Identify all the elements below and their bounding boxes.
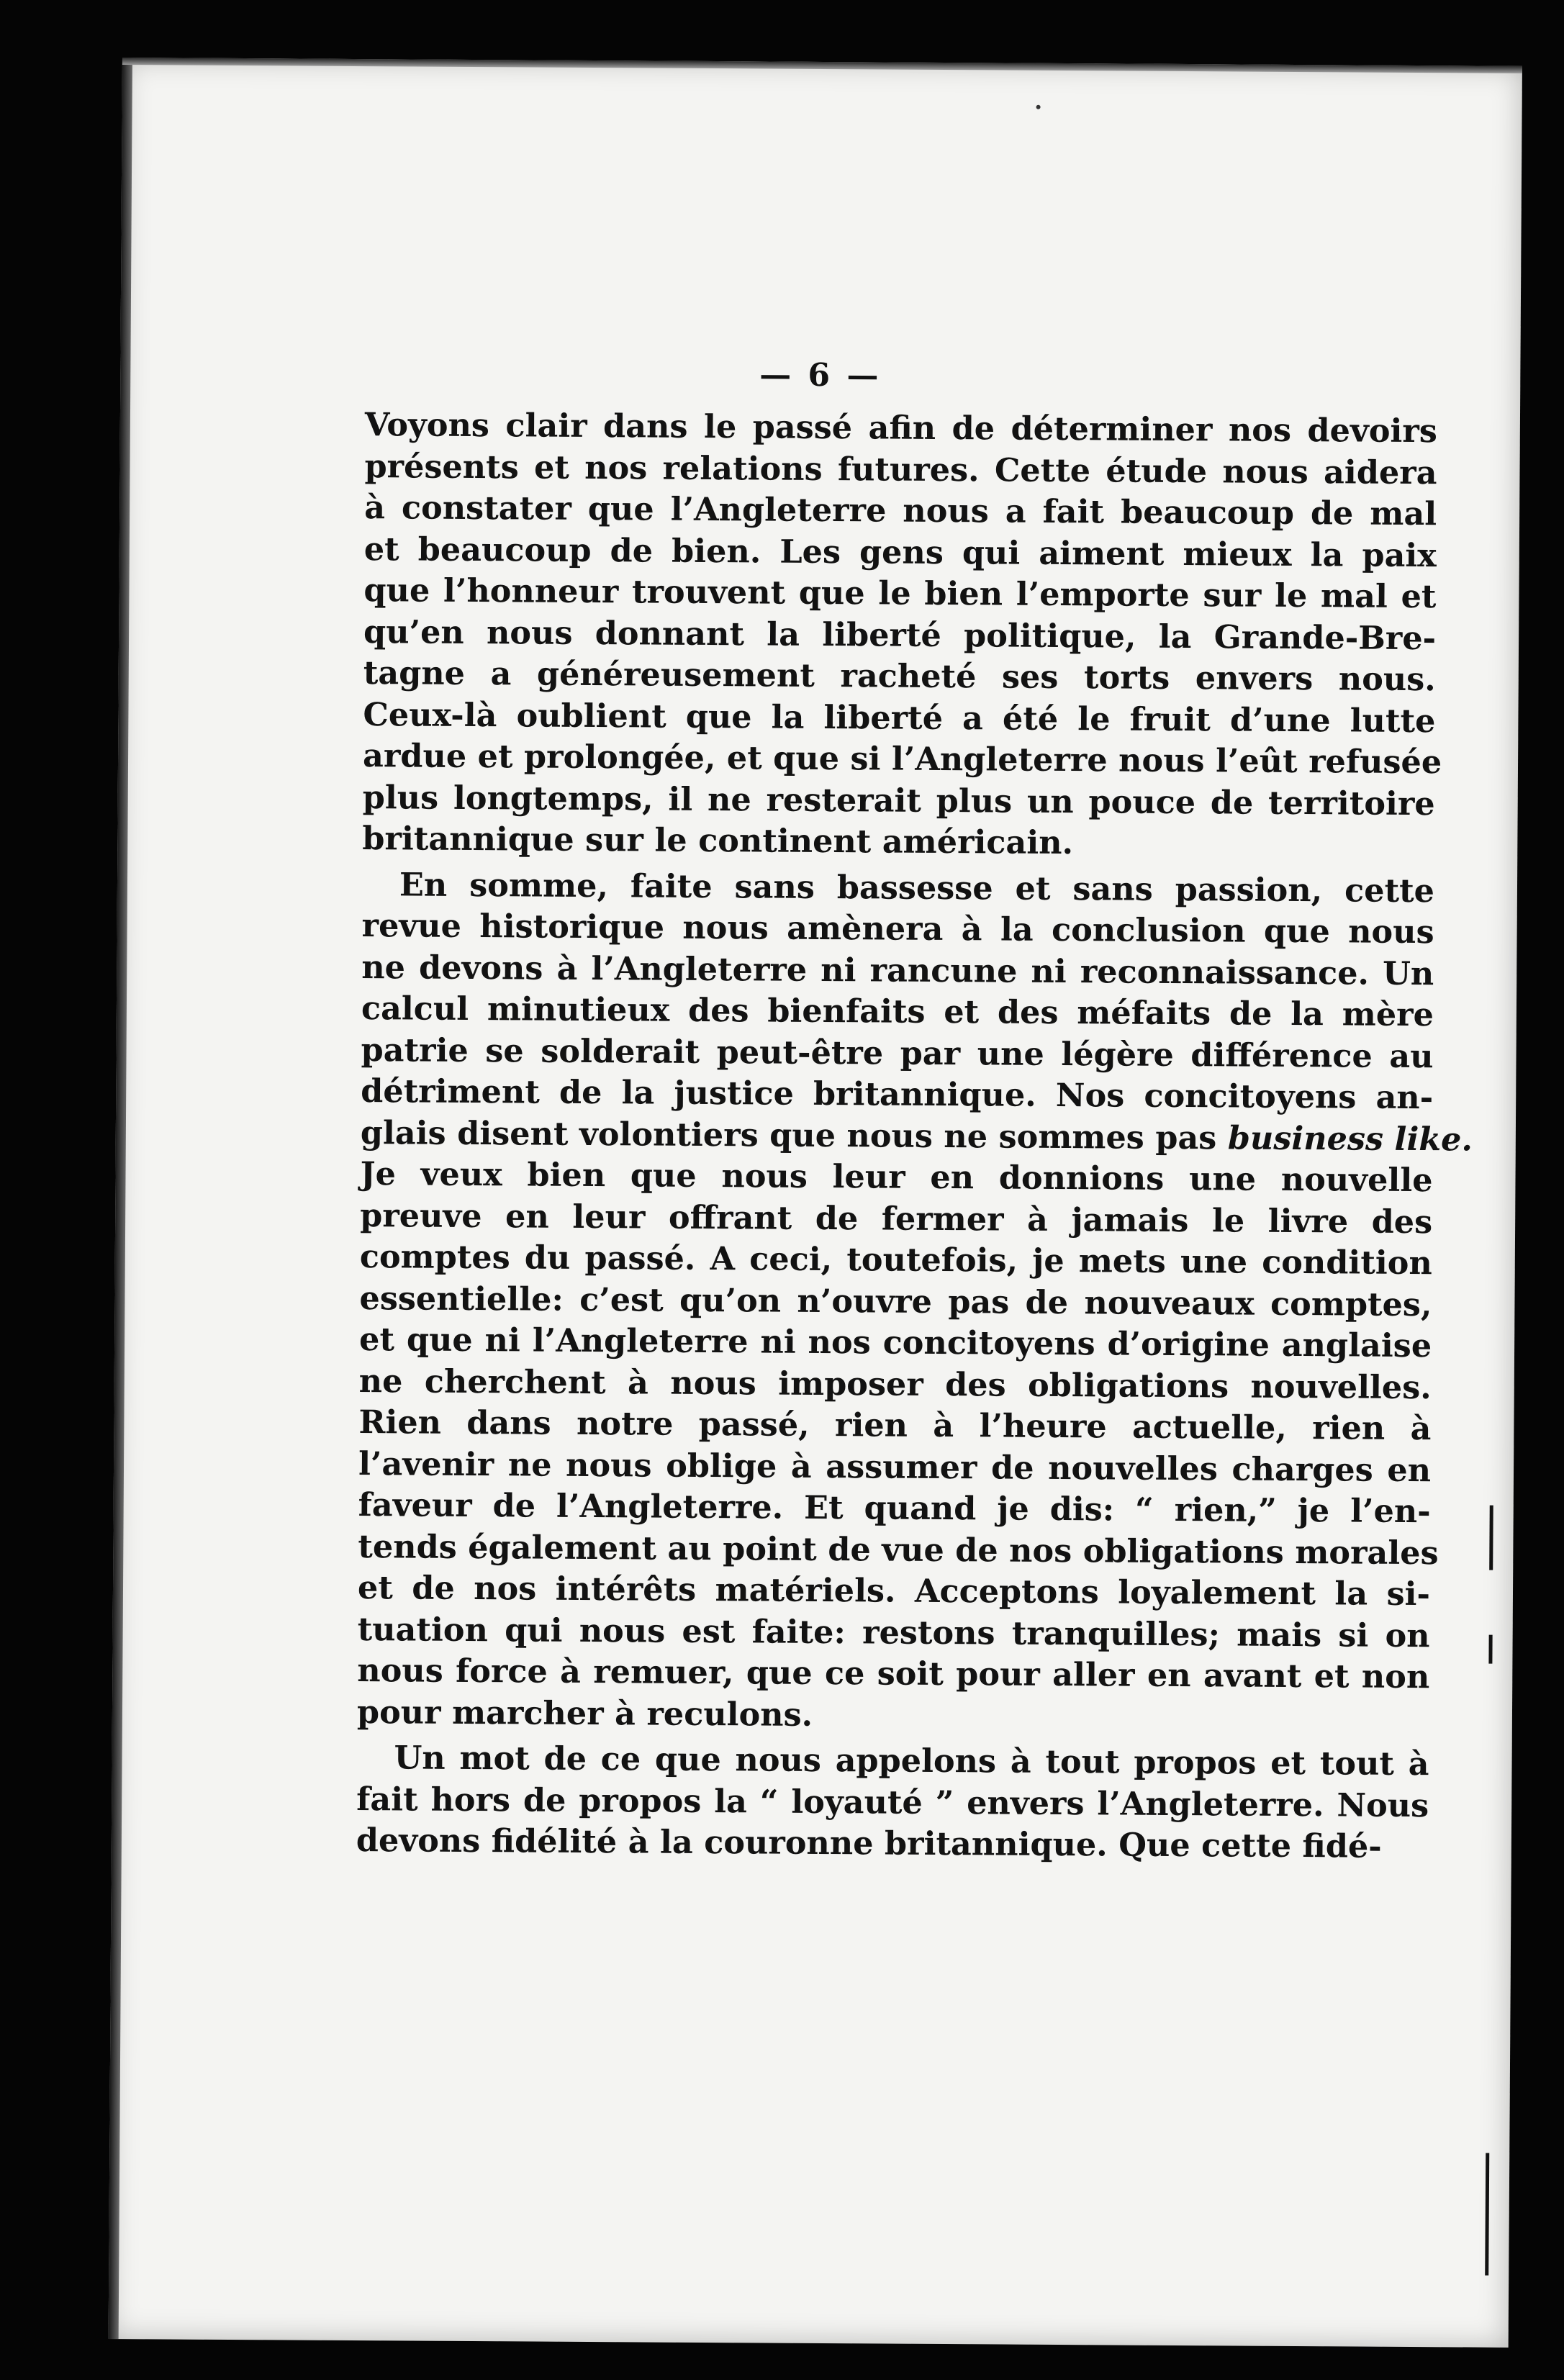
- page-number: — 6 —: [759, 356, 882, 394]
- text-line: tagne a généreusement racheté ses torts envers nous.: [363, 654, 1436, 699]
- text-line: tuation qui nous est faite: restons tranquilles; mais si on: [357, 1610, 1430, 1655]
- text-line: qu’en nous donnant la liberté politique, la Grande-Bre-: [363, 612, 1437, 657]
- text-line: Rien dans notre passé, rien à l’heure actuelle, rien à: [358, 1403, 1432, 1448]
- text-line: à constater que l’Angleterre nous a fait beaucoup de mal: [364, 489, 1437, 533]
- text-line: et beaucoup de bien. Les gens qui aiment mieux la paix: [363, 530, 1437, 574]
- text-line: devons fidélité à la couronne britannique. Que cette fidé-: [356, 1822, 1382, 1865]
- text-line: ne cherchent à nous imposer des obligations nouvelles.: [358, 1362, 1432, 1406]
- text-line: l’avenir ne nous oblige à assumer de nouvelles charges en: [358, 1444, 1432, 1489]
- text-line: glais disent volontiers que nous ne sommes pas business like.: [360, 1113, 1473, 1158]
- text-line: patrie se solderait peut-être par une légère différence au: [361, 1031, 1434, 1075]
- text-line: et de nos intérêts matériels. Acceptons loyalement la si-: [357, 1569, 1431, 1614]
- paragraph: [356, 864, 1473, 1740]
- page-left-edge-shadow: [109, 58, 132, 2339]
- text-line: fait hors de propos la “ loyauté ” envers l’Angleterre. Nous: [356, 1780, 1429, 1824]
- paragraph: [362, 404, 1442, 867]
- text-line: ne devons à l’Angleterre ni rancune ni reconnaissance. Un: [361, 948, 1434, 992]
- text-line: nous force à remuer, que ce soit pour aller en avant et non: [357, 1652, 1430, 1696]
- scan-edge-mark: [1488, 1635, 1492, 1664]
- text-line: preuve en leur offrant de fermer à jamais le livre des: [360, 1196, 1433, 1241]
- text-line: Un mot de ce que nous appelons à tout propos et tout à: [394, 1739, 1429, 1783]
- text-line: revue historique nous amènera à la conclusion que nous: [361, 907, 1434, 951]
- text-line: essentielle: c’est qu’on n’ouvre pas de nouveaux comptes,: [359, 1279, 1432, 1324]
- paragraph: [356, 1737, 1429, 1868]
- text-line: tends également au point de vue de nos obligations morales: [358, 1527, 1439, 1572]
- text-line: pour marcher à reculons.: [356, 1693, 813, 1734]
- text-line: En somme, faite sans bassesse et sans passion, cette: [399, 865, 1435, 910]
- text-line: calcul minutieux des bienfaits et des méfaits de la mère: [361, 990, 1434, 1034]
- text-line: Je veux bien que nous leur en donnions une nouvelle: [360, 1155, 1433, 1200]
- body-text: [356, 404, 1473, 1868]
- text-line: que l’honneur trouvent que le bien l’emporte sur le mal et: [363, 571, 1437, 616]
- dust-speck: [1036, 105, 1041, 109]
- text-line: et que ni l’Angleterre ni nos concitoyens d’origine anglaise: [358, 1321, 1432, 1365]
- text-line: ardue et prolongée, et que si l’Angleterre nous l’eût refusée: [362, 737, 1442, 782]
- text-line: présents et nos relations futures. Cette étude nous aidera: [364, 447, 1437, 492]
- document-page: [109, 58, 1522, 2348]
- page-top-edge-shadow: [122, 58, 1522, 73]
- text-line: britannique sur le continent américain.: [362, 820, 1074, 862]
- text-line: comptes du passé. A ceci, toutefois, je mets une condition: [359, 1238, 1432, 1282]
- text-line: plus longtemps, il ne resterait plus un pouce de territoire: [362, 778, 1435, 823]
- text-line: faveur de l’Angleterre. Et quand je dis: “ rien,” je l’en-: [358, 1486, 1431, 1531]
- italic-phrase: business like.: [1227, 1118, 1473, 1158]
- scan-edge-mark: [1489, 1506, 1493, 1570]
- scan-edge-mark: [1485, 2153, 1489, 2276]
- text-line: Ceux-là oublient que la liberté a été le fruit d’une lutte: [363, 695, 1436, 740]
- text-line: Voyons clair dans le passé afin de déterminer nos devoirs: [364, 406, 1438, 451]
- text-line: détriment de la justice britannique. Nos concitoyens an-: [361, 1072, 1434, 1117]
